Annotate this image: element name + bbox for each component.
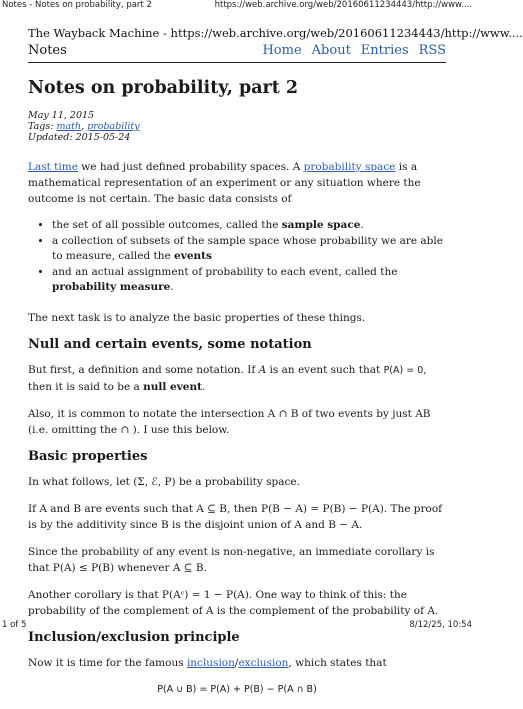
- exclusion-link[interactable]: exclusion: [238, 656, 289, 669]
- null-event-paragraph: But first, a definition and some notation. If A is an event such that P(A) = 0, then it is said to be a null event.: [28, 363, 427, 393]
- tag-math-link[interactable]: math: [56, 121, 82, 132]
- nav-rss-link[interactable]: RSS: [418, 43, 446, 58]
- basic-paragraph-1: In what follows, let (Σ, ℰ, P) be a probability space.: [28, 475, 300, 488]
- print-header: [0, 0, 474, 12]
- basic-paragraph-4: Another corollary is that P(Aᶜ) = 1 − P(A). One way to think of this: the probability of the complement of A is the complement of the probability of A.: [28, 588, 439, 617]
- page-count: 1 of 5: [2, 620, 27, 630]
- article: [28, 78, 446, 709]
- article-date: May 11, 2015: [28, 110, 95, 121]
- inclusion-formula: P(A ∪ B) = P(A) + P(B) − P(A ∩ B): [157, 683, 317, 695]
- heading-inclusion-exclusion: Inclusion/exclusion principle: [28, 629, 240, 645]
- intersection-paragraph: Also, it is common to notate the intersection A ∩ B of two events by just AB (i.e. omitting the ∩ ). I use this below.: [28, 407, 431, 436]
- wayback-banner: The Wayback Machine - https://web.archive.org/web/20160611234443/http://www....: [28, 26, 523, 40]
- print-header-title: Notes - Notes on probability, part 2: [2, 0, 152, 10]
- article-tags: Tags: math, probability: [28, 121, 140, 132]
- print-timestamp: 8/12/25, 10:54: [409, 620, 472, 630]
- inclusion-link[interactable]: inclusion: [186, 656, 235, 669]
- main-nav: [262, 43, 446, 58]
- nav-entries-link[interactable]: Entries: [360, 43, 409, 58]
- nav-home-link[interactable]: Home: [262, 43, 302, 58]
- print-header-url: https://web.archive.org/web/20160611234443/http://www....: [214, 0, 472, 10]
- list-item: • and an actual assignment of probability to each event, called the probability measure.: [52, 265, 446, 296]
- heading-null-events: Null and certain events, some notation: [28, 336, 312, 352]
- article-updated: Updated: 2015-05-24: [28, 132, 131, 143]
- intro-paragraph: Last time we had just defined probability spaces. A probability space is a mathematical representation of an experiment or any situation where the outcome is not certain. The basic data consists of: [28, 161, 421, 205]
- probability-space-link[interactable]: probability space: [303, 161, 396, 173]
- article-meta: [28, 110, 446, 143]
- basic-data-list: [28, 218, 446, 296]
- nav-about-link[interactable]: About: [311, 43, 351, 58]
- inclusion-paragraph: Now it is time for the famous inclusion/exclusion, which states that: [28, 656, 387, 669]
- tag-probability-link[interactable]: probability: [87, 121, 140, 132]
- header-rule: [28, 62, 446, 63]
- list-item: • a collection of subsets of the sample space whose probability we are able to measure, called the events: [52, 234, 446, 265]
- last-time-link[interactable]: Last time: [28, 161, 78, 173]
- next-task-paragraph: The next task is to analyze the basic properties of these things.: [28, 311, 366, 324]
- basic-paragraph-3: Since the probability of any event is non-negative, an immediate corollary is that P(A) ≤ P(B) whenever A ⊆ B.: [28, 545, 435, 574]
- heading-basic-properties: Basic properties: [28, 448, 148, 464]
- tags-label: Tags:: [28, 121, 54, 132]
- article-title: Notes on probability, part 2: [28, 78, 299, 98]
- basic-paragraph-2: If A and B are events such that A ⊆ B, then P(B − A) = P(B) − P(A). The proof is by the additivity since B is the disjoint union of A and B − A.: [28, 502, 443, 531]
- list-item: • the set of all possible outcomes, called the sample space.: [52, 218, 446, 234]
- print-footer: [0, 620, 474, 632]
- site-title: Notes: [28, 43, 67, 58]
